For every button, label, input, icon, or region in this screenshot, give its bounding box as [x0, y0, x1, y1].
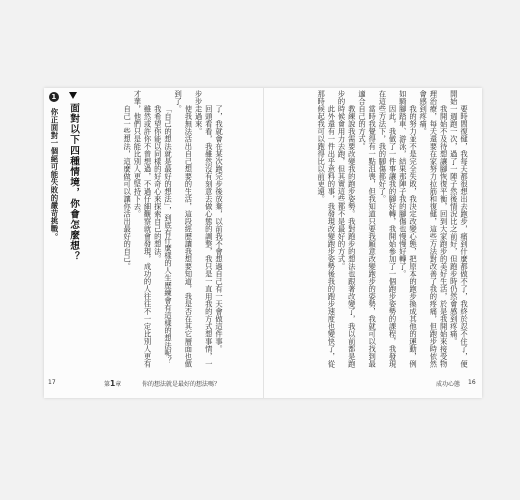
right-page-body — [281, 90, 469, 372]
number-badge: 1 — [49, 92, 59, 102]
book-spread — [44, 88, 482, 398]
scenario-heading-text: 你正面對一個絕可能失敗的嚴苛挑戰。 — [50, 107, 59, 241]
chapter-suffix: 章 — [115, 381, 122, 388]
paragraph: 我開始不及待想讓腳恢復平衡，回到大家跑步的美好生活，於是我開始來接受物理治療，每天還要在家努力拉筋和復健，這些方法對改善了我的疼痛，但跑步時依然會感到疼痛。 — [419, 90, 449, 368]
right-running-title: 成功心態 — [436, 381, 461, 388]
paragraph: 「自己的想法就是最好的想法」，到底有什麼樣的人生歷練會有這樣的想法呢？ — [163, 104, 173, 364]
paragraph: 自己一些想法，這麼做可以讓你活出最好的自己。 — [123, 104, 133, 270]
paragraph: 我希望你能以同樣的好奇心來探索自己的想法。 — [153, 104, 163, 263]
paragraph: 了，我就會在某次跑完步後放棄，以前我不會想過自己有一天會做這件事。 — [215, 104, 224, 353]
scenario-heading — [46, 92, 60, 322]
paragraph: 教練說我需要改變我的跑步姿勢。我對跑步的想法也跟著改變了，我以前都是跑步的時候會用力去跑，但其實這些都不是最好的方式。 — [337, 90, 357, 368]
page-gutter — [263, 88, 264, 398]
left-page-number: 17 — [48, 379, 56, 386]
chapter-running-title: 你的想法就是最好的想法嗎？ — [142, 381, 221, 388]
paragraph: 當時我覺得有一點沮喪，但我知道只要我願意改變跑步的姿勢，我就可以找到最適合自己的方式。 — [357, 90, 378, 368]
paragraph: 使我無法活出自己想要的生活，這段經歷讓我想要知道，我是否在其它層面也做到了。 — [174, 90, 194, 368]
paragraph: 我的努力並不是完全失敗，我決定改變心態，把原本的跑步換成其他的運動，例如騎腳踏車、游泳，結果那陣子我的腳傷也慢慢好轉了。 — [398, 90, 418, 368]
paragraph: 要時間復健，我每天都很想出去跑步，痛到什麼都做不了，我終於忍不住了，便開始一週跑一次，過了一陣子然後情況比之前好，但跑步時仍然會感到疼痛。 — [449, 90, 469, 368]
paragraph: 雖然或許你不曾想過，不過仔細觀察就會發現，成功的人往往不一定比別人更有才華，他們只是能比別人更堅持下去。 — [133, 90, 153, 368]
chapter-prefix: 第 — [104, 381, 111, 388]
chapter-label — [104, 379, 121, 388]
paragraph: 因此，我做了一件事讓我的腳好轉，我開始參加了一個跑步姿勢的課程，我發現在這些方法下，我的腳傷都好了。 — [378, 90, 398, 368]
left-page-body — [84, 90, 224, 372]
section-heading-text: 面對以下四種情境，你會怎麼想？ — [68, 103, 79, 262]
right-page-number: 16 — [468, 379, 476, 386]
paragraph: 回頭看看，我雖然沒有刻意去做心態的調整，我只是一直用我的方式想事情，一步步走過來。 — [194, 90, 214, 368]
chapter-number: 1 — [110, 379, 116, 388]
triangle-bullet-icon — [69, 92, 77, 99]
paragraph: 此外還有一件出乎意料的事，我發現改變跑步姿勢後我的跑步速度也變快了，從那時候起我可以跑得比以前更遠。 — [317, 90, 337, 368]
section-heading — [66, 92, 80, 282]
